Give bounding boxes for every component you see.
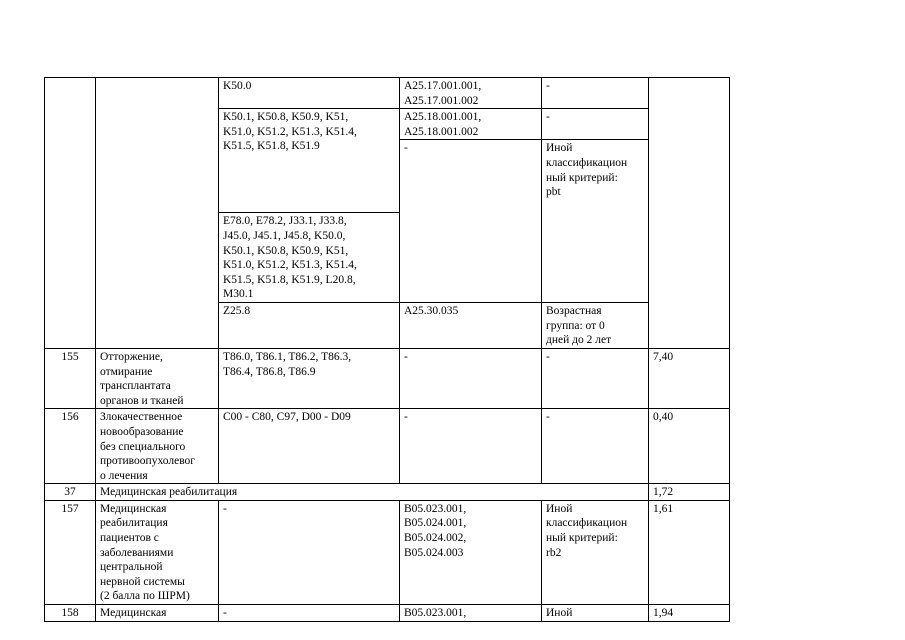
cell-codes: - (219, 605, 400, 622)
table-row (45, 605, 730, 622)
cell-coef: 1,94 (649, 605, 730, 622)
cell-num-empty (45, 78, 96, 349)
cell-name: Злокачественное новообразование без специального противоопухолевог о лечения (96, 409, 219, 484)
cell-num: 157 (45, 500, 96, 604)
cell-codes: T86.0, T86.1, T86.2, T86.3, T86.4, T86.8, T86.9 (219, 348, 400, 408)
cell-num: 155 (45, 348, 96, 408)
cell-criterion: Иной классификацион ный критерий: pbt (542, 140, 649, 303)
cell-coef: 7,40 (649, 348, 730, 408)
cell-criterion: - (542, 348, 649, 408)
cell-services: - (400, 348, 542, 408)
cell-services: A25.18.001.001, A25.18.001.002 (400, 109, 542, 140)
cell-name: Отторжение, отмирание трансплантата органов и тканей (96, 348, 219, 408)
cell-codes: K50.0 (219, 78, 400, 109)
cell-criterion: - (542, 409, 649, 484)
cell-codes: E78.0, E78.2, J33.1, J33.8, J45.0, J45.1, J45.8, K50.0, K50.1, K50.8, K50.9, K51, K51.0, K51.2, K51.3, K51.4, K51.5, K51.8, K51.9, L20.8, M30.1 (219, 213, 400, 303)
cell-services: A25.17.001.001, A25.17.001.002 (400, 78, 542, 109)
table-row (45, 348, 730, 408)
cell-num: 156 (45, 409, 96, 484)
cell-coef: 0,40 (649, 409, 730, 484)
cell-services: - (400, 409, 542, 484)
cell-coef-empty (649, 78, 730, 349)
cell-criterion: Возрастная группа: от 0 дней до 2 лет (542, 302, 649, 348)
cell-name: Медицинская реабилитация пациентов с заболеваниями центральной нервной системы (2 балла по ШРМ) (96, 500, 219, 604)
cell-codes: - (219, 500, 400, 604)
table-row (45, 78, 730, 109)
cell-section-title: Медицинская реабилитация (96, 484, 649, 501)
table-row (45, 409, 730, 484)
cell-coef: 1,72 (649, 484, 730, 501)
cell-num: 158 (45, 605, 96, 622)
classification-table (44, 77, 730, 622)
cell-codes: K50.1, K50.8, K50.9, K51, K51.0, K51.2, K51.3, K51.4, K51.5, K51.8, K51.9 (219, 109, 400, 213)
cell-codes: C00 - C80, C97, D00 - D09 (219, 409, 400, 484)
cell-criterion: Иной (542, 605, 649, 622)
cell-services: B05.023.001, B05.024.001, B05.024.002, B05.024.003 (400, 500, 542, 604)
cell-coef: 1,61 (649, 500, 730, 604)
cell-criterion: - (542, 109, 649, 140)
cell-codes: Z25.8 (219, 302, 400, 348)
cell-services: - (400, 140, 542, 303)
cell-services: A25.30.035 (400, 302, 542, 348)
cell-name: Медицинская (96, 605, 219, 622)
cell-name-empty (96, 78, 219, 349)
cell-criterion: Иной классификацион ный критерий: rb2 (542, 500, 649, 604)
section-row (45, 484, 730, 501)
table-row (45, 500, 730, 604)
cell-criterion: - (542, 78, 649, 109)
cell-num: 37 (45, 484, 96, 501)
cell-services: B05.023.001, (400, 605, 542, 622)
